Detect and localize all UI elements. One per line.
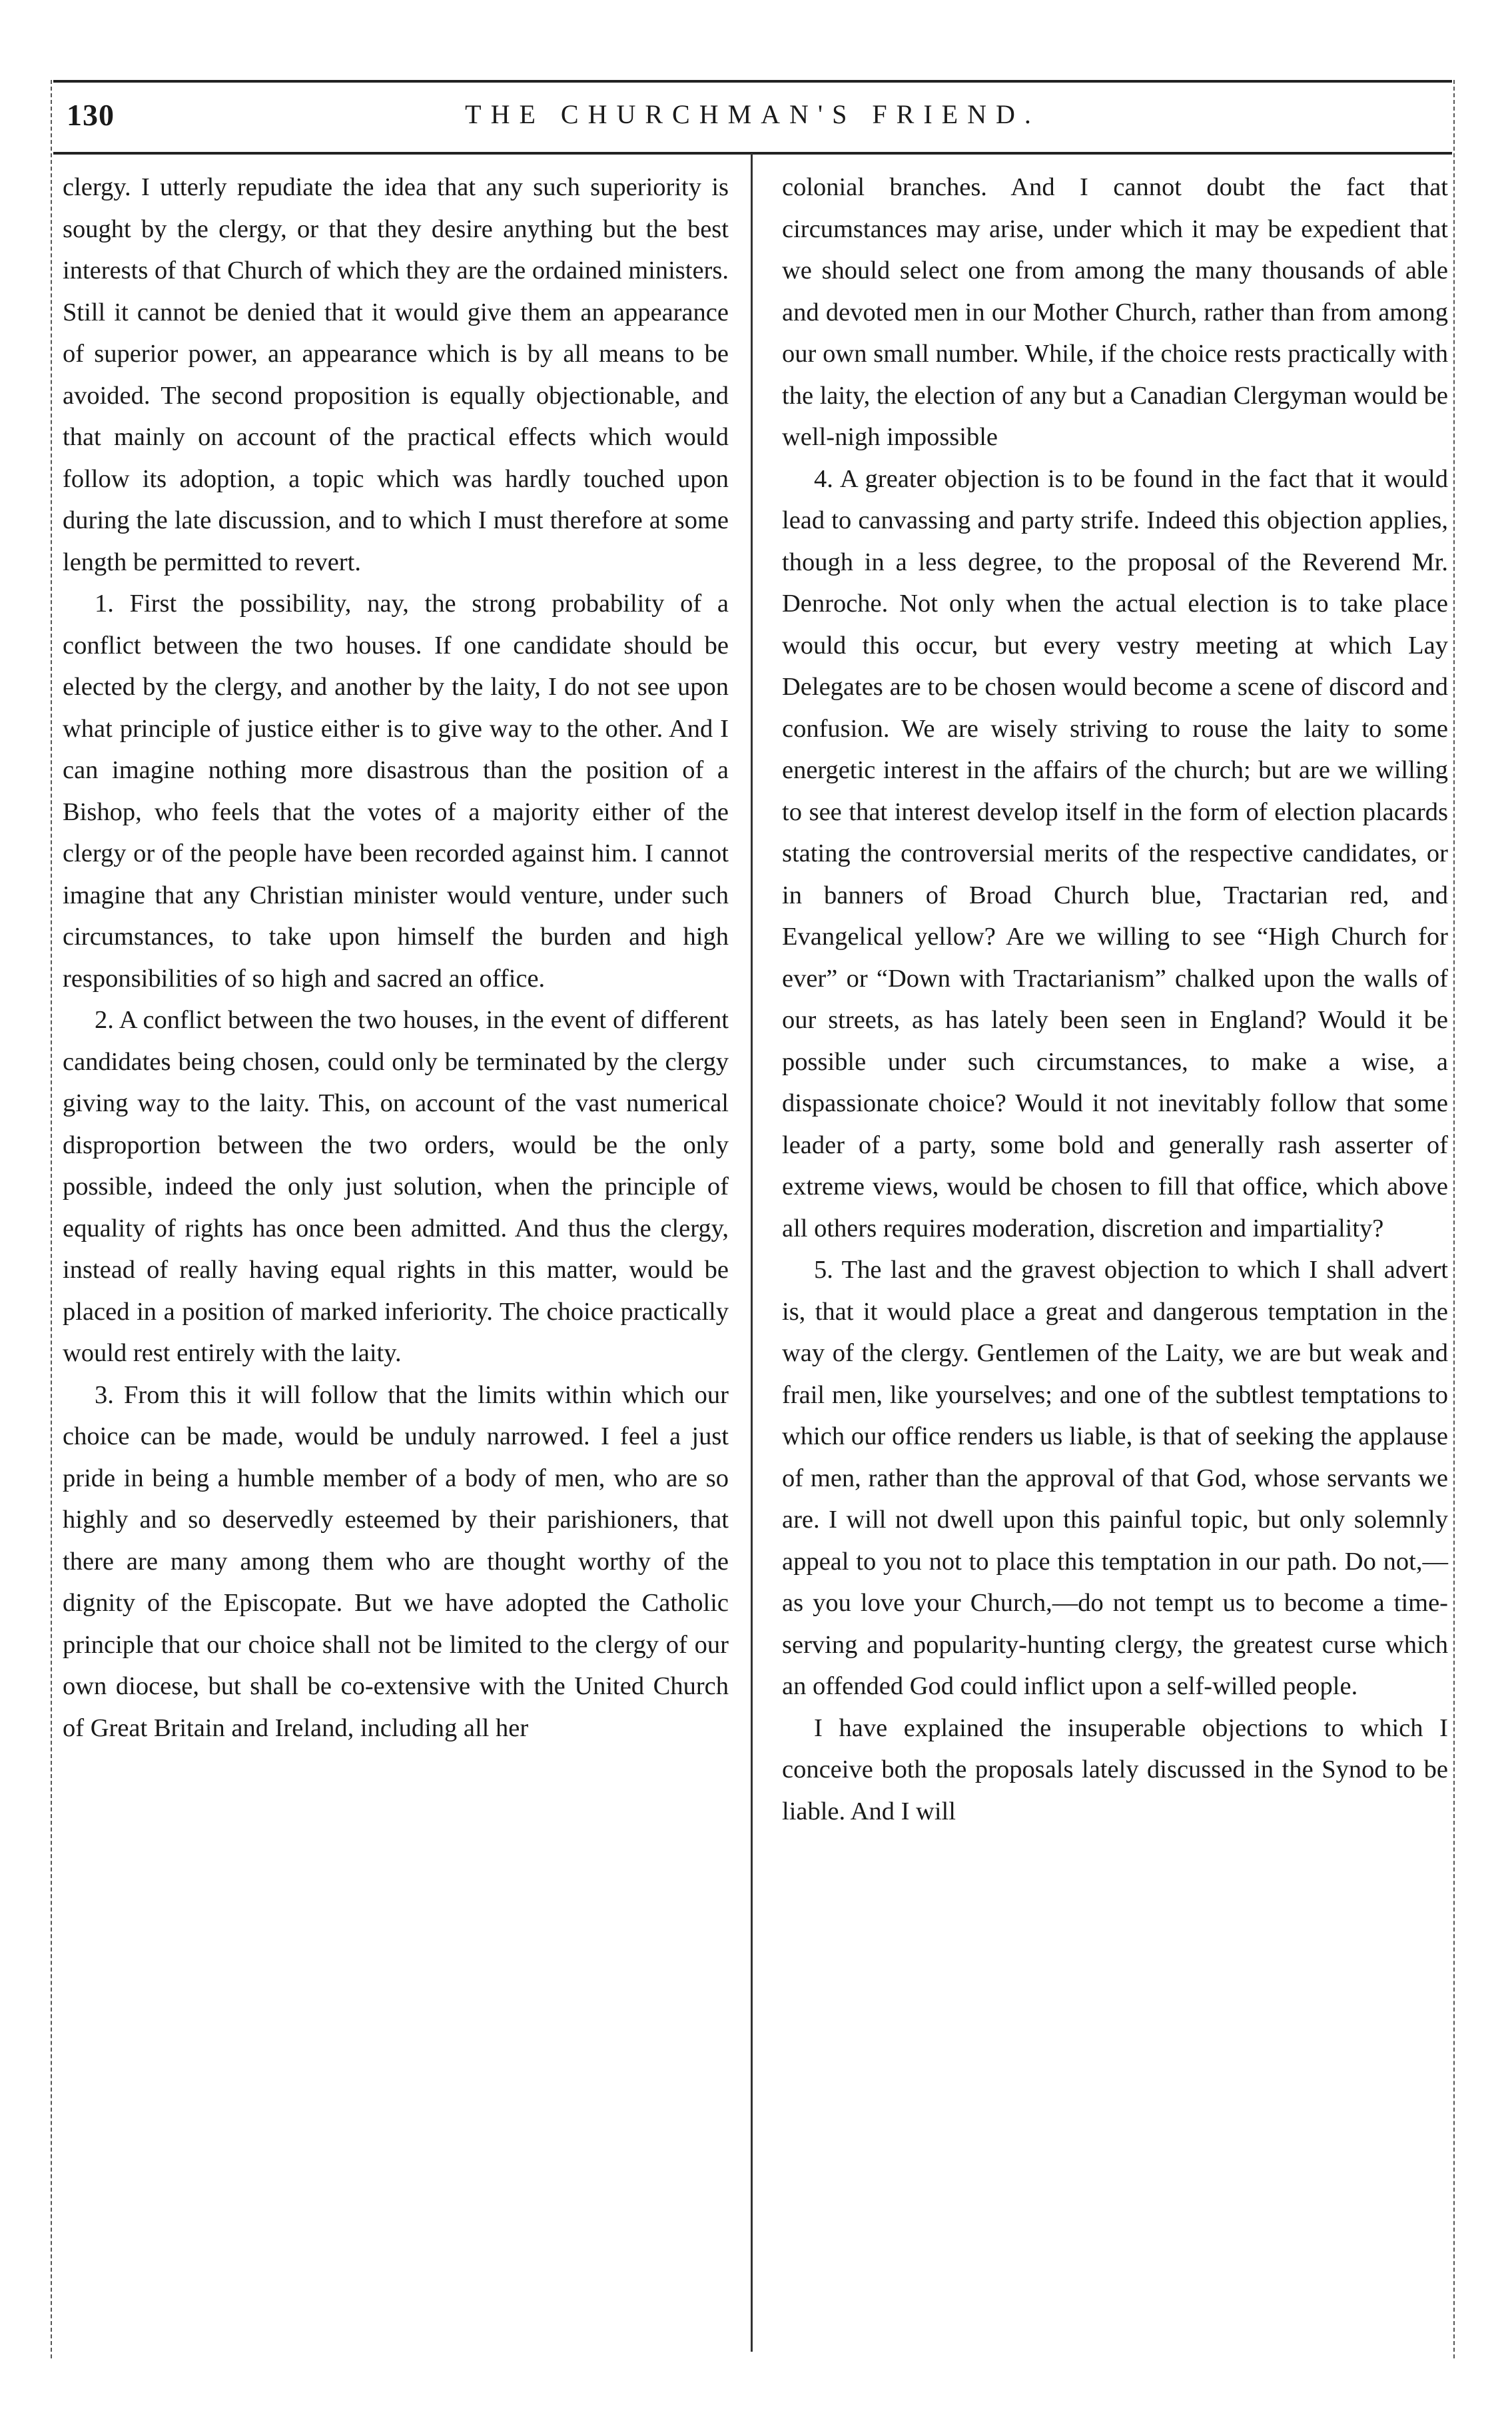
right-paragraph-3: 5. The last and the gravest objection to which I shall advert is, that it would place a great and dangerous temptation in the way of the clergy. Gentlemen of the Laity, we are but weak and frail men, like yourselves; and one of the subtlest temptations to which our office renders us liable, is that of seeking the applause of men, rather than the approval of that God, whose servants we are. I will not dwell upon this painful topic, but only solemnly appeal to you not to place this temptation in our path. Do not,— as you love your Church,—do not tempt us to become a time-serving and popularity-hunting clergy, the greatest curse which an offended God could inflict upon a self-willed people. — [782, 1256, 1448, 1700]
column-divider — [751, 153, 753, 2352]
right-column — [782, 167, 1448, 1832]
left-paragraph-2: 1. First the possibility, nay, the strong probability of a conflict between the two houses. If one candidate should be elected by the clergy, and another by the laity, I do not see upon what principle of justice either is to give way to the other. And I can imagine nothing more disastrous than the position of a Bishop, who feels that the votes of a majority either of the clergy or of the people have been recorded against him. I cannot imagine that any Christian minister would venture, under such circumstances, to take upon himself the burden and high responsibilities of so high and sacred an office. — [63, 590, 729, 993]
left-paragraph-1: clergy. I utterly repudiate the idea that any such superiority is sought by the clergy, or that they desire anything but the best interests of that Church of which they are the ordained ministers. Still it cannot be denied that it would give them an appearance of superior power, an appearance which is by all means to be avoided. The second proposition is equally objectionable, and that mainly on account of the practical effects which would follow its adoption, a topic which was hardly touched upon during the late discussion, and to which I must therefore at some length be permitted to revert. — [63, 173, 729, 576]
right-paragraph-4: I have explained the insuperable objections to which I conceive both the proposals lately discussed in the Synod to be liable. And I will — [782, 1713, 1448, 1825]
left-paragraph-4: 3. From this it will follow that the limits within which our choice can be made, would be unduly narrowed. I feel a just pride in being a humble member of a body of men, who are so highly and so deservedly esteemed by their parishioners, that there are many among them who are thought worthy of the dignity of the Episcopate. But we have adopted the Catholic principle that our choice shall not be limited to the clergy of our own diocese, but shall be co-extensive with the United Church of Great Britain and Ireland, including all her — [63, 1380, 729, 1742]
right-paragraph-1: colonial branches. And I cannot doubt the fact that circumstances may arise, under which it may be expedient that we should select one from among the many thousands of able and devoted men in our Mother Church, rather than from among our own small number. While, if the choice rests practically with the laity, the election of any but a Canadian Clergyman would be well-nigh impossible — [782, 173, 1448, 451]
page-frame-right — [1453, 80, 1455, 2358]
page-frame-left — [51, 80, 52, 2358]
left-column — [63, 167, 729, 1749]
left-paragraph-3: 2. A conflict between the two houses, in the event of different candidates being chosen, could only be terminated by the clergy giving way to the laity. This, on account of the vast numerical disproportion between the two orders, would be the only possible, indeed the only just solution, when the principle of equality of rights has once been admitted. And thus the clergy, instead of really having equal rights in this matter, would be placed in a position of marked inferiority. The choice practically would rest entirely with the laity. — [63, 1006, 729, 1367]
header-rule — [53, 152, 1452, 155]
top-rule — [53, 80, 1452, 83]
right-paragraph-2: 4. A greater objection is to be found in the fact that it would lead to canvassing and party strife. Indeed this objection applies, though in a less degree, to the proposal of the Reverend Mr. Denroche. Not only when the actual election is to take place would this occur, but every vestry meeting at which Lay Delegates are to be chosen would become a scene of discord and confusion. We are wisely striving to rouse the laity to some energetic interest in the affairs of the church; but are we willing to see that interest develop itself in the form of election placards stating the controversial merits of the respective candidates, or in banners of Broad Church blue, Tractarian red, and Evangelical yellow? Are we willing to see “High Church for ever” or “Down with Tractarianism” chalked upon the walls of our streets, as has lately been seen in England? Would it be possible under such circumstances, to make a wise, a dispassionate choice? Would it not inevitably follow that some leader of a party, some bold and generally rash asserter of extreme views, would be chosen to fill that office, which above all others requires moderation, discretion and impartiality? — [782, 464, 1448, 1242]
page-header — [53, 92, 1452, 145]
running-title: THE CHURCHMAN'S FRIEND. — [465, 99, 1040, 129]
document-page — [53, 80, 1452, 2372]
page-number: 130 — [67, 98, 115, 132]
